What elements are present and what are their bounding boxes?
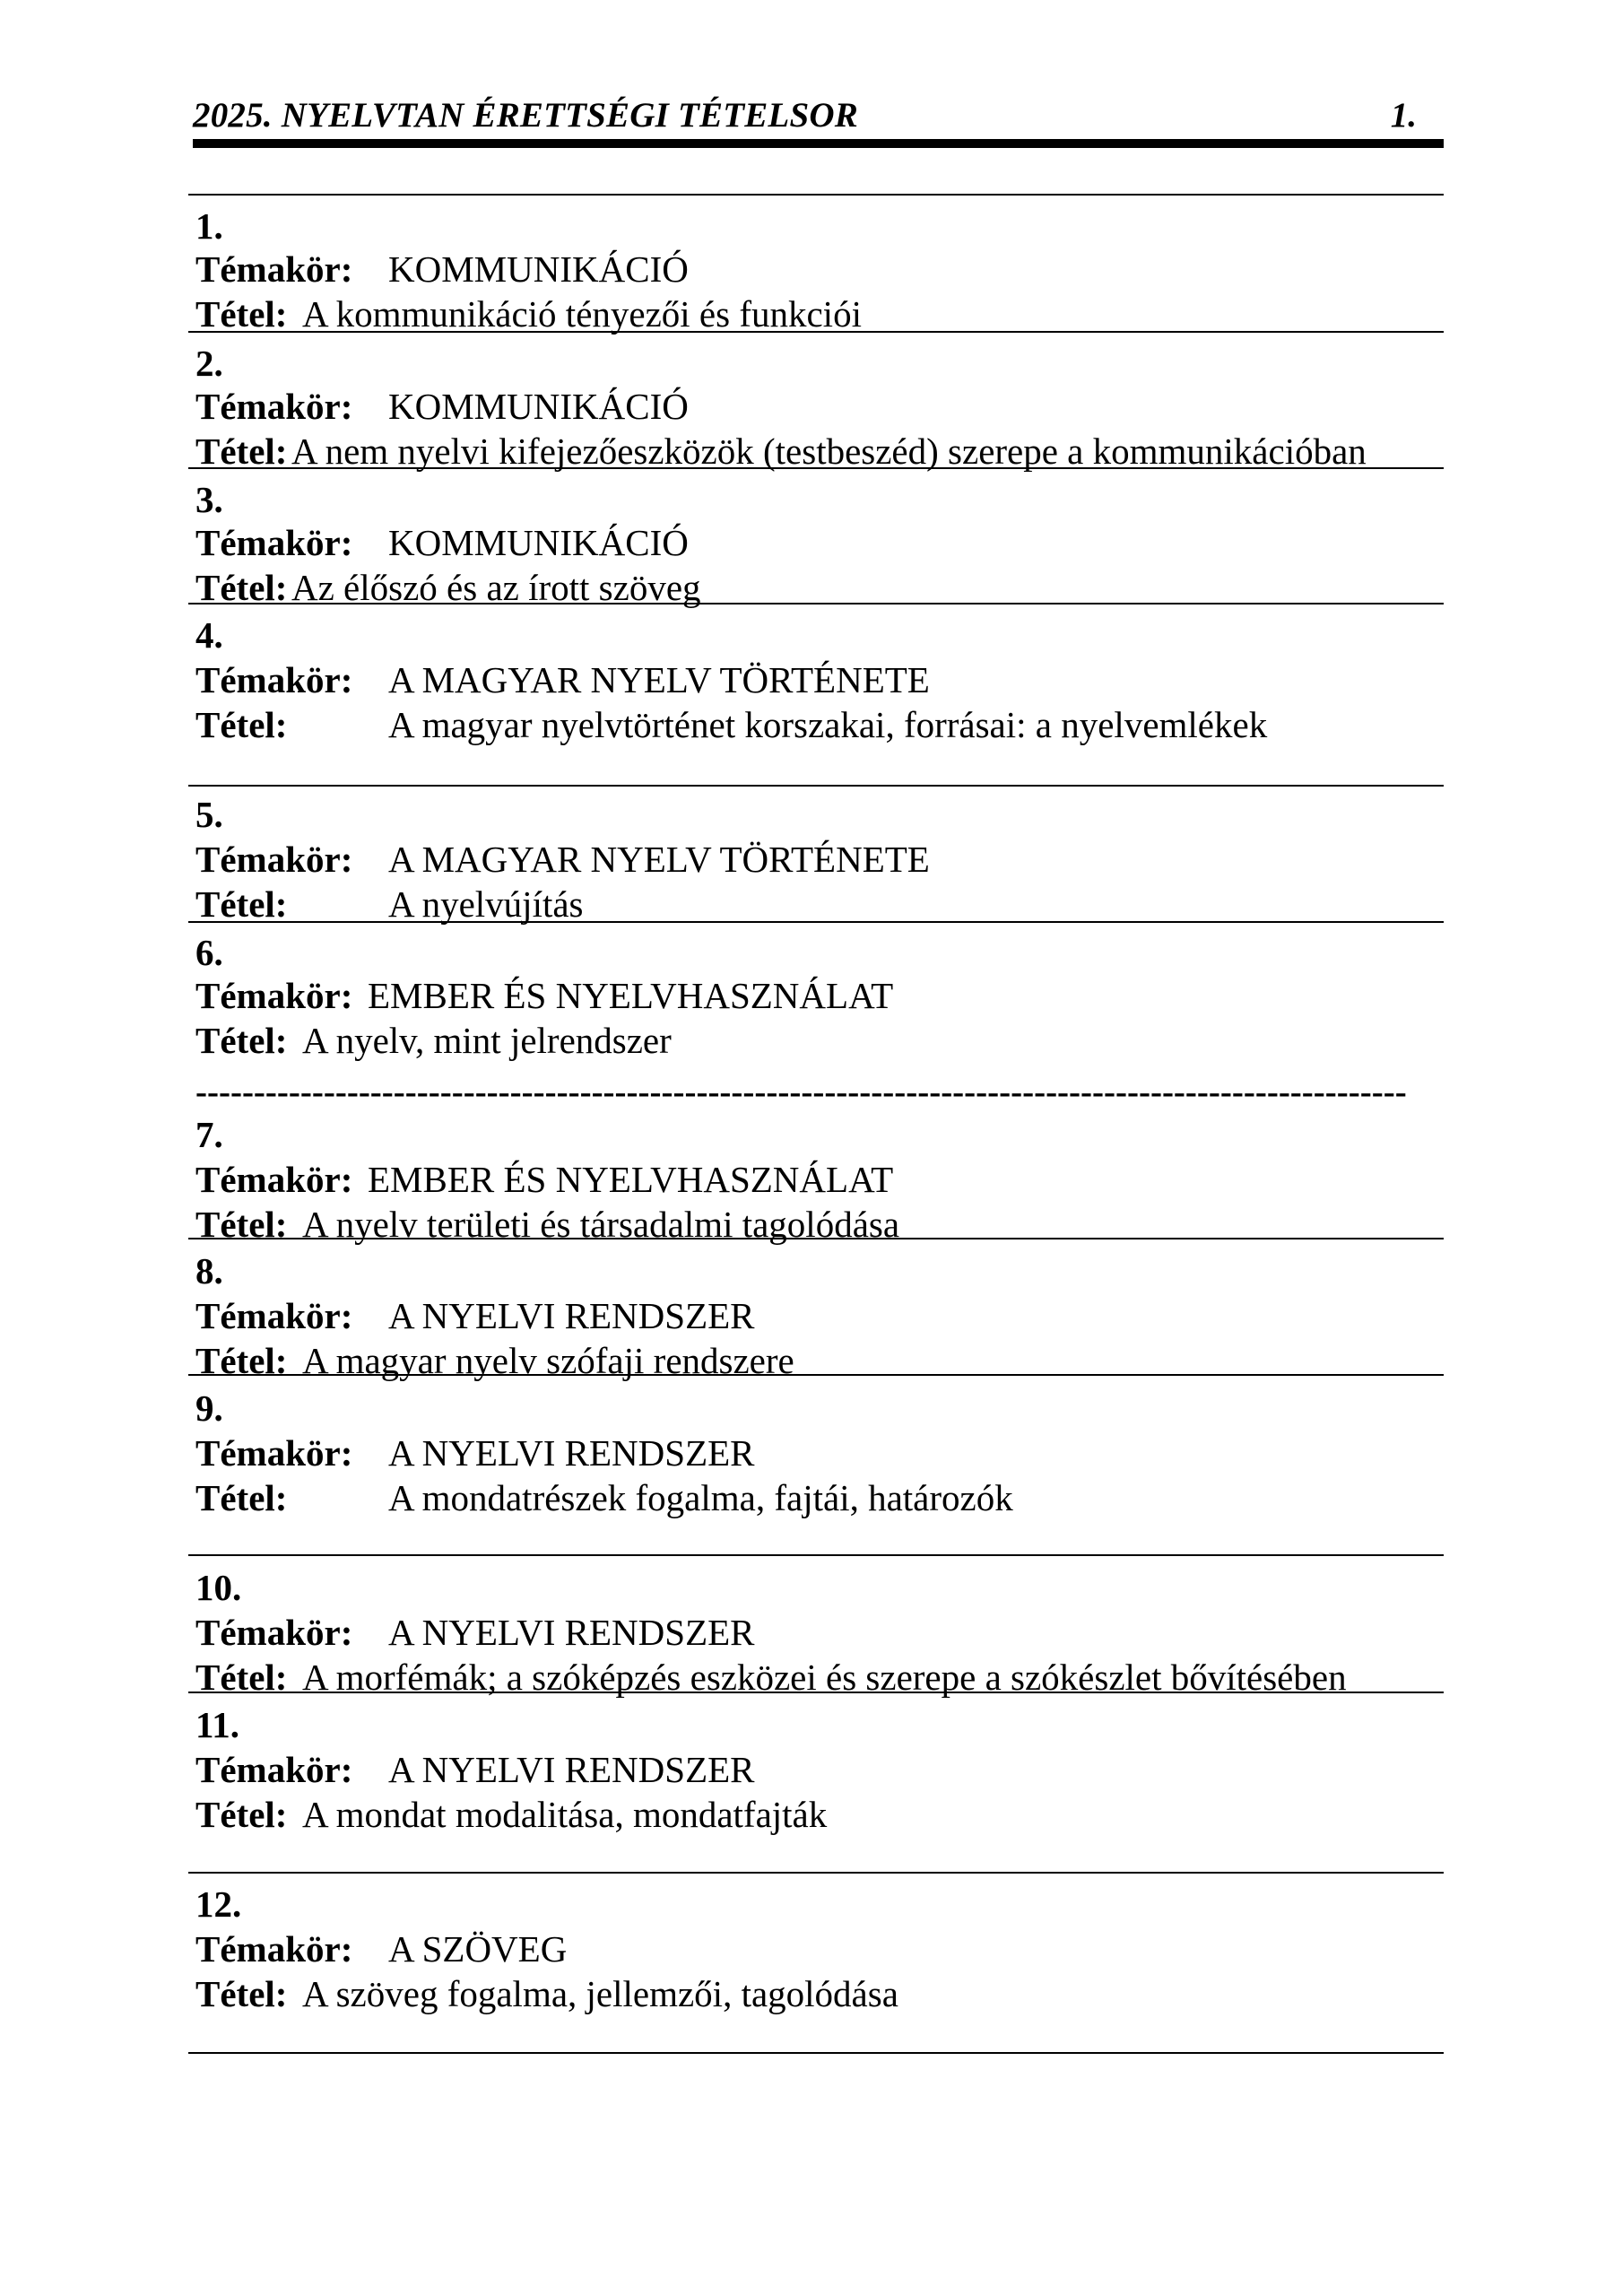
- section-rule: [188, 194, 1444, 196]
- item-label: Tétel:: [195, 1020, 288, 1061]
- item-value: A mondatrészek fogalma, fajtái, határozók: [388, 1477, 1013, 1518]
- item-label: Tétel:: [195, 1204, 288, 1245]
- entry-item-line: [195, 567, 701, 608]
- item-label: Tétel:: [195, 430, 288, 472]
- topic-value: A MAGYAR NYELV TÖRTÉNETE: [388, 659, 930, 700]
- item-value: A nyelv, mint jelrendszer: [302, 1020, 672, 1061]
- topic-label: Témakör:: [195, 975, 353, 1016]
- entry-topic-line: [195, 522, 689, 563]
- entry-item-line: [195, 1973, 898, 2014]
- topic-label: Témakör:: [195, 1159, 353, 1200]
- entry-number: 5.: [195, 794, 223, 835]
- entry-topic-line: [195, 1928, 568, 1970]
- entry-item-line: [195, 430, 1367, 472]
- entry-number: 1.: [195, 205, 223, 247]
- topic-value: EMBER ÉS NYELVHASZNÁLAT: [368, 1159, 894, 1200]
- page-header: [193, 95, 1444, 138]
- item-value: A mondat modalitása, mondatfajták: [302, 1794, 828, 1835]
- item-value: A morfémák; a szóképzés eszközei és szerepe a szókészlet bővítésében: [302, 1657, 1347, 1698]
- entry-item-line: [195, 1657, 1347, 1698]
- item-label: Tétel:: [195, 1657, 288, 1698]
- topic-value: KOMMUNIKÁCIÓ: [388, 386, 689, 427]
- item-value: A magyar nyelvtörténet korszakai, forrásai: a nyelvemlékek: [388, 704, 1268, 745]
- section-rule: [188, 921, 1444, 923]
- entry-topic-line: [195, 1612, 755, 1653]
- topic-label: Témakör:: [195, 1928, 353, 1970]
- header-rule: [193, 139, 1444, 148]
- topic-label: Témakör:: [195, 1749, 353, 1790]
- entry-item-line: [195, 1204, 900, 1245]
- item-label: Tétel:: [195, 704, 288, 745]
- entry-number: 11.: [195, 1704, 239, 1745]
- section-rule: [188, 785, 1444, 787]
- item-label: Tétel:: [195, 1794, 288, 1835]
- topic-label: Témakör:: [195, 248, 353, 290]
- entry-topic-line: [195, 839, 930, 880]
- topic-value: A NYELVI RENDSZER: [388, 1432, 755, 1474]
- entry-number: 12.: [195, 1883, 242, 1925]
- entry-topic-line: [195, 1432, 755, 1474]
- item-value: A nem nyelvi kifejezőeszközök (testbeszéd) szerepe a kommunikációban: [291, 430, 1367, 472]
- item-value: A kommunikáció tényezői és funkciói: [302, 293, 862, 335]
- entry-topic-line: [195, 386, 689, 427]
- item-label: Tétel:: [195, 883, 288, 925]
- topic-value: KOMMUNIKÁCIÓ: [388, 522, 689, 563]
- topic-value: A SZÖVEG: [388, 1928, 568, 1970]
- section-rule: [188, 1872, 1444, 1874]
- item-value: A nyelvújítás: [388, 883, 584, 925]
- entry-topic-line: [195, 659, 930, 700]
- entry-number: 2.: [195, 343, 223, 384]
- entry-topic-line: [195, 975, 894, 1016]
- item-label: Tétel:: [195, 1973, 288, 2014]
- entry-topic-line: [195, 1159, 894, 1200]
- entry-number: 3.: [195, 479, 223, 520]
- topic-value: A NYELVI RENDSZER: [388, 1295, 755, 1336]
- topic-label: Témakör:: [195, 522, 353, 563]
- entry-item-line: [195, 1020, 672, 1061]
- entry-item-line: [195, 293, 862, 335]
- page-number: 1.: [1390, 96, 1417, 135]
- topic-value: A MAGYAR NYELV TÖRTÉNETE: [388, 839, 930, 880]
- dashed-separator: --------------------------------------------------------------------------------------------------------: [195, 1073, 1407, 1111]
- entry-item-line: [195, 1794, 828, 1835]
- entry-topic-line: [195, 248, 689, 290]
- item-value: A magyar nyelv szófaji rendszere: [302, 1340, 794, 1381]
- topic-value: A NYELVI RENDSZER: [388, 1749, 755, 1790]
- topic-label: Témakör:: [195, 1432, 353, 1474]
- item-value: A szöveg fogalma, jellemzői, tagolódása: [302, 1973, 898, 2014]
- topic-label: Témakör:: [195, 839, 353, 880]
- entry-number: 8.: [195, 1250, 223, 1292]
- section-rule: [188, 2052, 1444, 2054]
- entry-item-line: [195, 1340, 794, 1381]
- topic-label: Témakör:: [195, 1612, 353, 1653]
- entry-item-line: [195, 704, 1268, 745]
- topic-value: EMBER ÉS NYELVHASZNÁLAT: [368, 975, 894, 1016]
- item-label: Tétel:: [195, 1340, 288, 1381]
- item-label: Tétel:: [195, 1477, 288, 1518]
- section-rule: [188, 1554, 1444, 1556]
- entry-topic-line: [195, 1749, 755, 1790]
- topic-label: Témakör:: [195, 659, 353, 700]
- topic-value: A NYELVI RENDSZER: [388, 1612, 755, 1653]
- entry-number: 10.: [195, 1567, 242, 1608]
- entry-number: 7.: [195, 1114, 223, 1155]
- entry-number: 6.: [195, 932, 223, 973]
- entry-number: 9.: [195, 1387, 223, 1429]
- item-label: Tétel:: [195, 567, 288, 608]
- entry-topic-line: [195, 1295, 755, 1336]
- document-title: 2025. NYELVTAN ÉRETTSÉGI TÉTELSOR: [193, 96, 858, 135]
- topic-label: Témakör:: [195, 386, 353, 427]
- topic-label: Témakör:: [195, 1295, 353, 1336]
- item-label: Tétel:: [195, 293, 288, 335]
- topic-value: KOMMUNIKÁCIÓ: [388, 248, 689, 290]
- entry-item-line: [195, 1477, 1013, 1518]
- entry-number: 4.: [195, 614, 223, 656]
- item-value: Az élőszó és az írott szöveg: [291, 567, 701, 608]
- item-value: A nyelv területi és társadalmi tagolódása: [302, 1204, 900, 1245]
- entry-item-line: [195, 883, 584, 925]
